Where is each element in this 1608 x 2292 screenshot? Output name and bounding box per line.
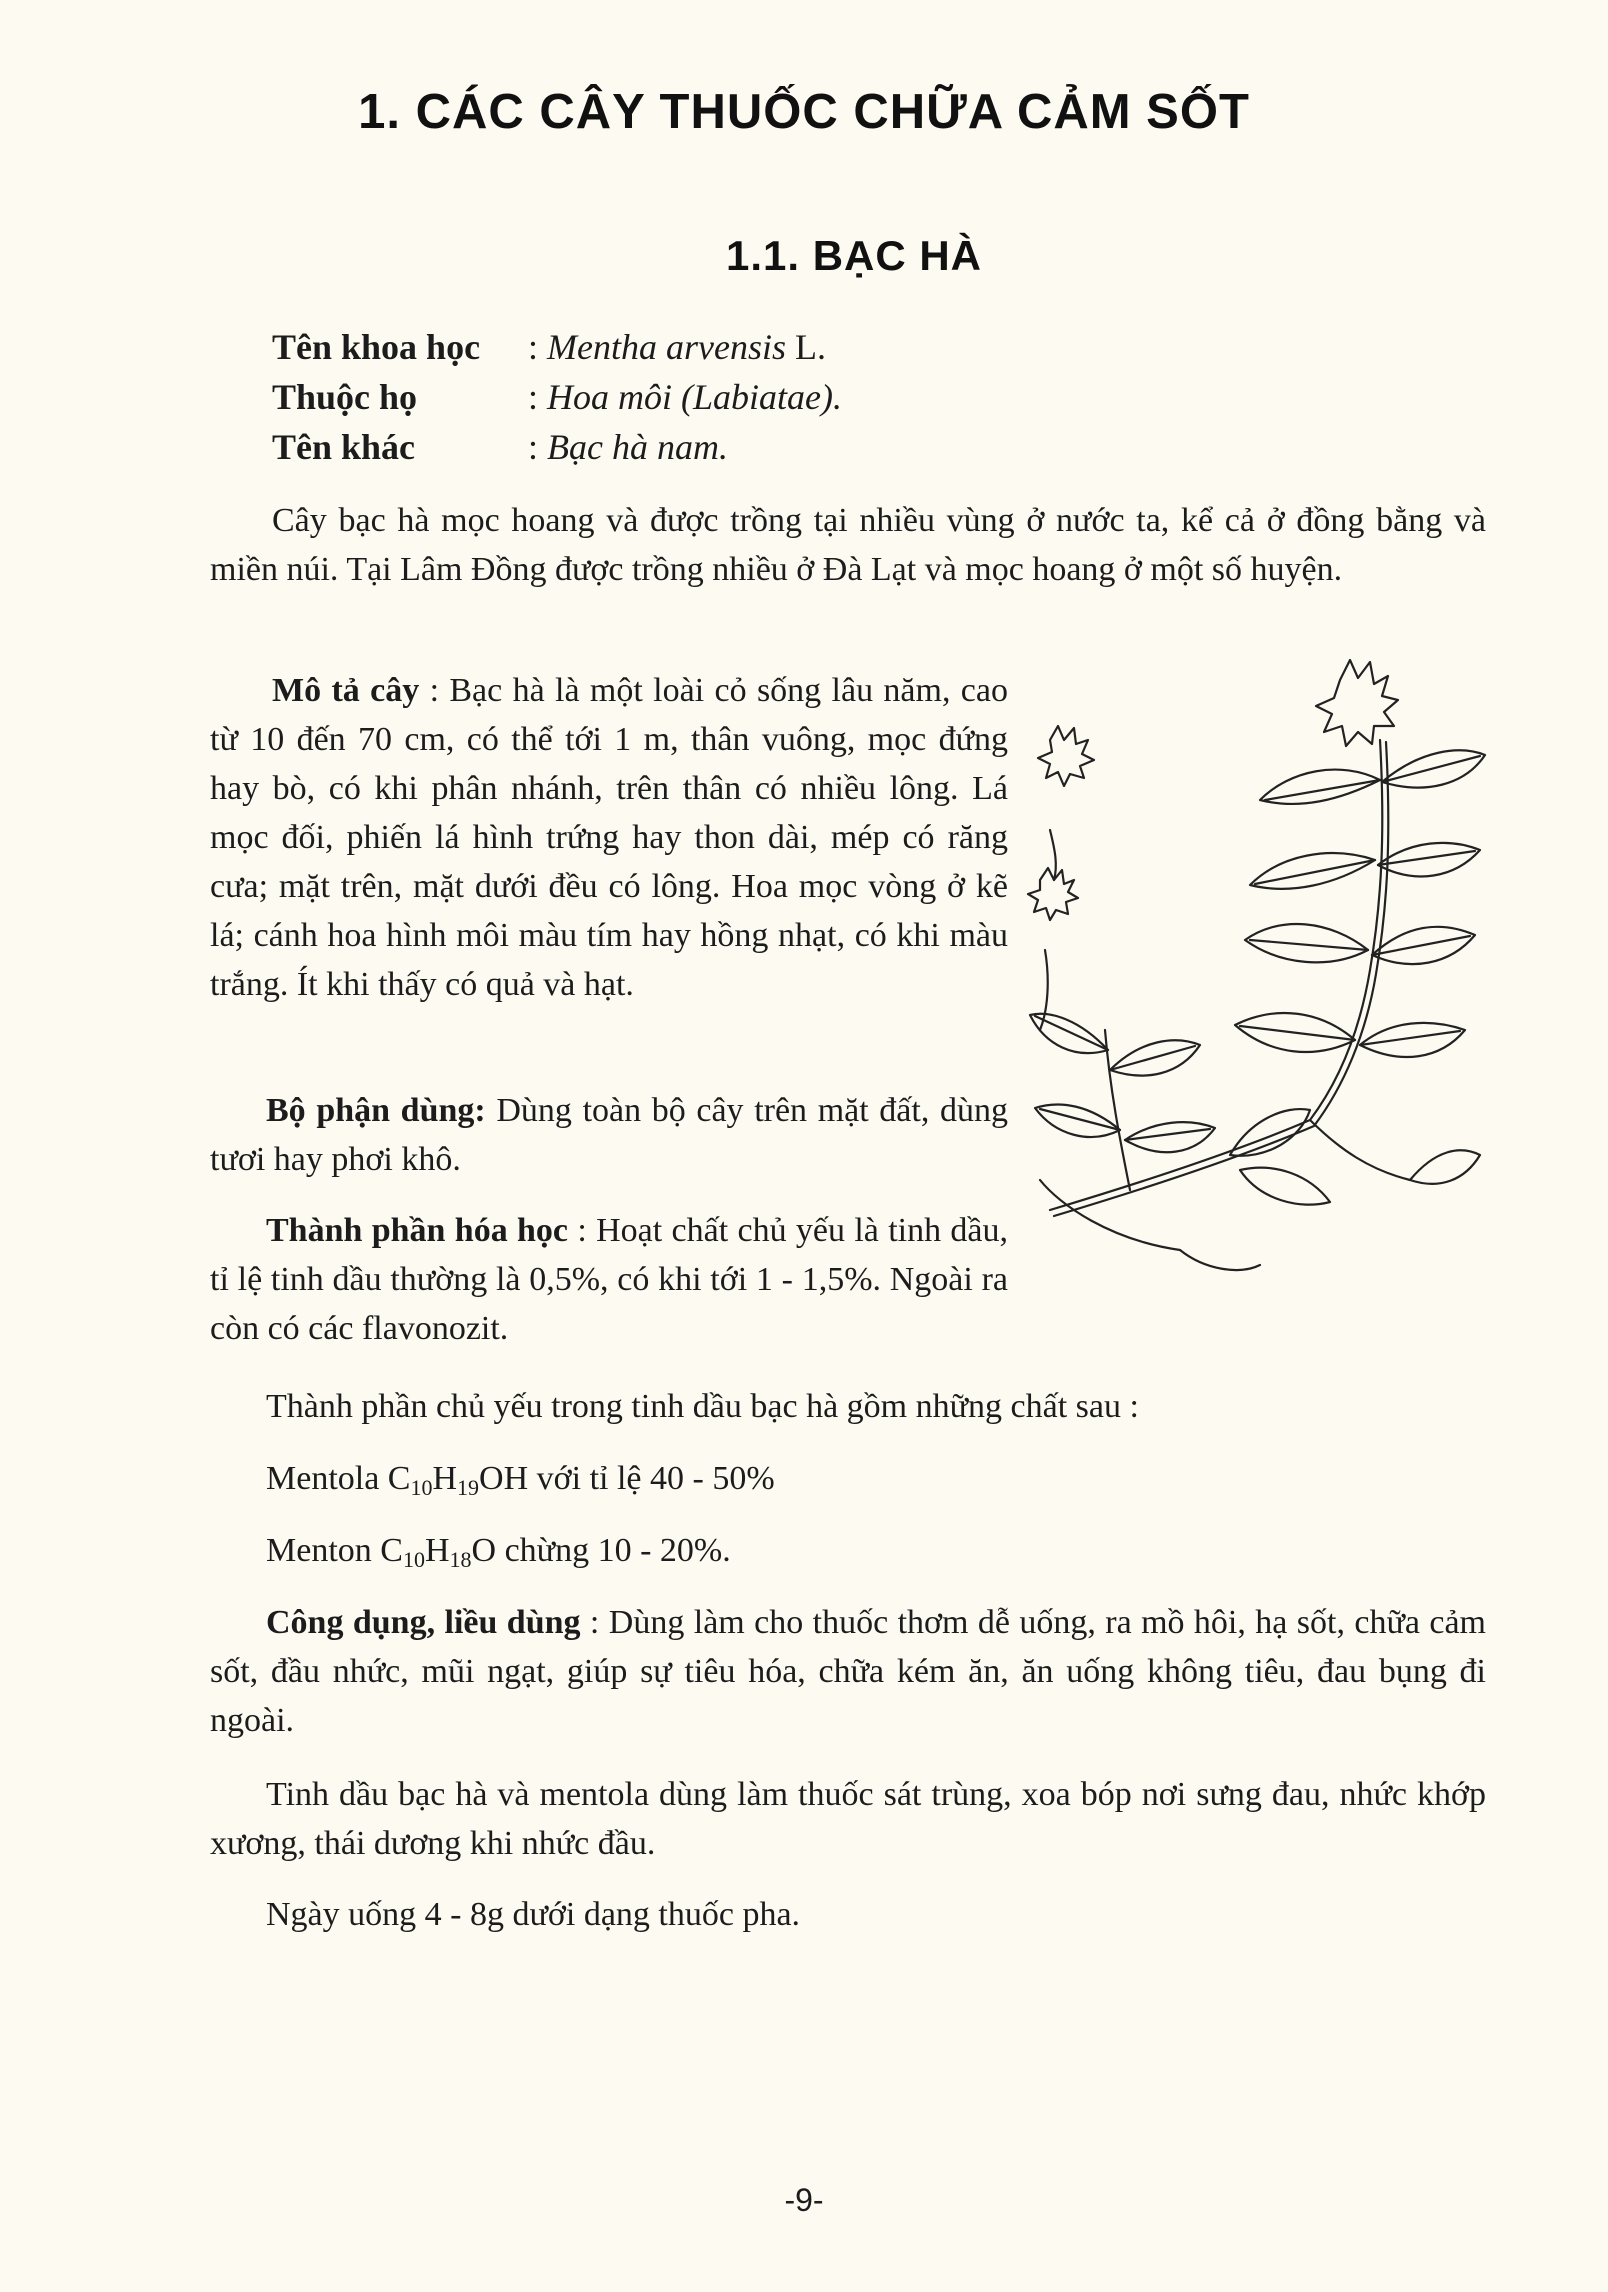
mentola-sub-h: 19 xyxy=(457,1475,480,1500)
chapter-title: 1. CÁC CÂY THUỐC CHỮA CẢM SỐT xyxy=(358,85,1250,139)
meta-separator: : xyxy=(528,327,539,367)
mentola-formula xyxy=(266,1454,775,1512)
description-label: Mô tả cây xyxy=(272,672,420,709)
uses-text: : Dùng làm cho thuốc thơm dễ uống, ra mồ hôi, hạ sốt, chữa cảm sốt, đầu nhức, mũi ngạt, giúp sự tiêu hóa, chữa kém ăn, ăn uống không tiêu, đau bụng đi ngoài. xyxy=(210,1604,1486,1739)
meta-separator: : xyxy=(528,377,539,417)
family-value: Hoa môi (Labiatae). xyxy=(547,377,842,417)
family-label: Thuộc họ xyxy=(272,377,418,417)
meta-separator: : xyxy=(528,427,539,467)
mentola-sub-c: 10 xyxy=(410,1475,433,1500)
mentola-h: H xyxy=(432,1460,458,1497)
menton-name: Menton C xyxy=(266,1532,403,1569)
scientific-name-suffix: L. xyxy=(794,327,826,367)
composition-intro: Thành phần chủ yếu trong tinh dầu bạc hà gồm những chất sau : xyxy=(266,1388,1139,1425)
description-text: : Bạc hà là một loài cỏ sống lâu năm, cao từ 10 đến 70 cm, có thể tới 1 m, thân vuông, mọc đứng hay bò, có khi phân nhánh, trên thân có nhiều lông. Lá mọc đối, phiến lá hình trứng hay thon dài, mép có răng cưa; mặt trên, mặt dưới đều có lông. Hoa mọc vòng ở kẽ lá; cánh hoa hình môi màu tím hay hồng nhạt, có khi màu trắng. Ít khi thấy có quả và hạt. xyxy=(210,672,1008,1003)
other-name-value: Bạc hà nam. xyxy=(547,427,728,467)
chemistry-text: : Hoạt chất chủ yếu là tinh dầu, tỉ lệ tinh dầu thường là 0,5%, có khi tới 1 - 1,5%. Ngoài ra còn có các flavonozit. xyxy=(210,1212,1009,1347)
section-title: 1.1. BẠC HÀ xyxy=(725,232,983,279)
chemistry-paragraph xyxy=(210,1206,1008,1353)
menton-rest: O chừng 10 - 20%. xyxy=(471,1532,731,1569)
family-row xyxy=(272,372,842,422)
scientific-name-value: Mentha arvensis xyxy=(547,327,786,367)
other-name-row xyxy=(272,422,842,472)
plant-metadata xyxy=(272,322,842,472)
dosage-line: Ngày uống 4 - 8g dưới dạng thuốc pha. xyxy=(266,1896,801,1933)
uses-paragraph xyxy=(210,1598,1486,1745)
parts-used-paragraph xyxy=(210,1086,1008,1184)
uses-label: Công dụng, liều dùng xyxy=(266,1604,581,1641)
other-name-label: Tên khác xyxy=(272,427,416,467)
mentola-name: Mentola C xyxy=(266,1460,411,1497)
parts-used-text: Dùng toàn bộ cây trên mặt đất, dùng tươi hay phơi khô. xyxy=(210,1092,1008,1178)
page-number: -9- xyxy=(784,2182,824,2218)
chemistry-label: Thành phần hóa học xyxy=(266,1212,569,1249)
scientific-name-row xyxy=(272,322,842,372)
menton-sub-c: 10 xyxy=(402,1547,425,1572)
menton-formula xyxy=(266,1526,731,1584)
scientific-name-label: Tên khoa học xyxy=(272,327,481,367)
parts-used-label: Bộ phận dùng: xyxy=(266,1092,486,1129)
mentola-rest: OH với tỉ lệ 40 - 50% xyxy=(479,1460,775,1497)
description-paragraph xyxy=(210,666,1008,1009)
mint-plant-illustration xyxy=(1010,650,1490,1350)
intro-paragraph: Cây bạc hà mọc hoang và được trồng tại nhiều vùng ở nước ta, kể cả ở đồng bằng và miền núi. Tại Lâm Đồng được trồng nhiều ở Đà Lạt và mọc hoang ở một số huyện. xyxy=(210,502,1486,588)
essential-oil-paragraph: Tinh dầu bạc hà và mentola dùng làm thuốc sát trùng, xoa bóp nơi sưng đau, nhức khớp xương, thái dương khi nhức đầu. xyxy=(210,1776,1486,1862)
menton-sub-h: 18 xyxy=(449,1547,472,1572)
menton-h: H xyxy=(424,1532,450,1569)
